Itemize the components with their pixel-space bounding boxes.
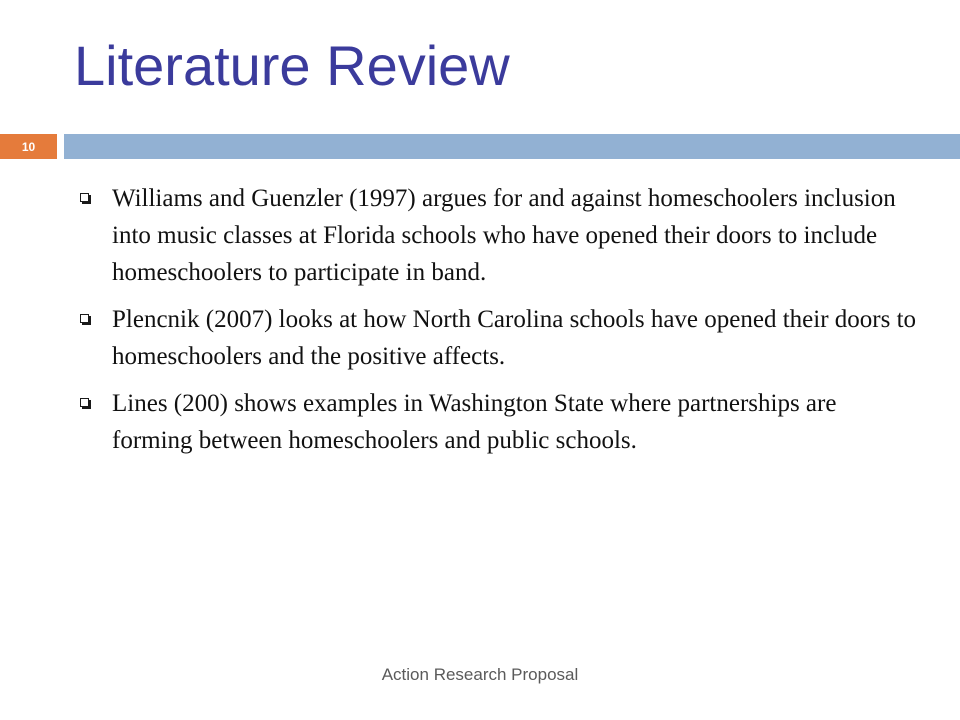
square-bullet-icon — [80, 314, 89, 323]
bullet-item — [80, 180, 920, 291]
square-bullet-icon — [80, 193, 89, 202]
square-bullet-icon — [80, 398, 89, 407]
bullet-text: Williams and Guenzler (1997) argues for and against homeschoolers inclusion into music classes at Florida schools who have opened their doors to include homeschoolers to participate in band. — [112, 185, 896, 286]
slide-number-badge: 10 — [0, 134, 57, 159]
bullet-list — [80, 180, 920, 469]
header-rule-bar — [64, 134, 960, 159]
bullet-text: Lines (200) shows examples in Washington State where partnerships are forming between homeschoolers and public schools. — [112, 390, 837, 454]
bullet-item — [80, 301, 920, 375]
slide-footer: Action Research Proposal — [381, 665, 579, 684]
slide-title: Literature Review — [74, 34, 510, 97]
bullet-text: Plencnik (2007) looks at how North Carolina schools have opened their doors to homeschoolers and the positive affects. — [112, 306, 917, 370]
bullet-item — [80, 385, 920, 459]
